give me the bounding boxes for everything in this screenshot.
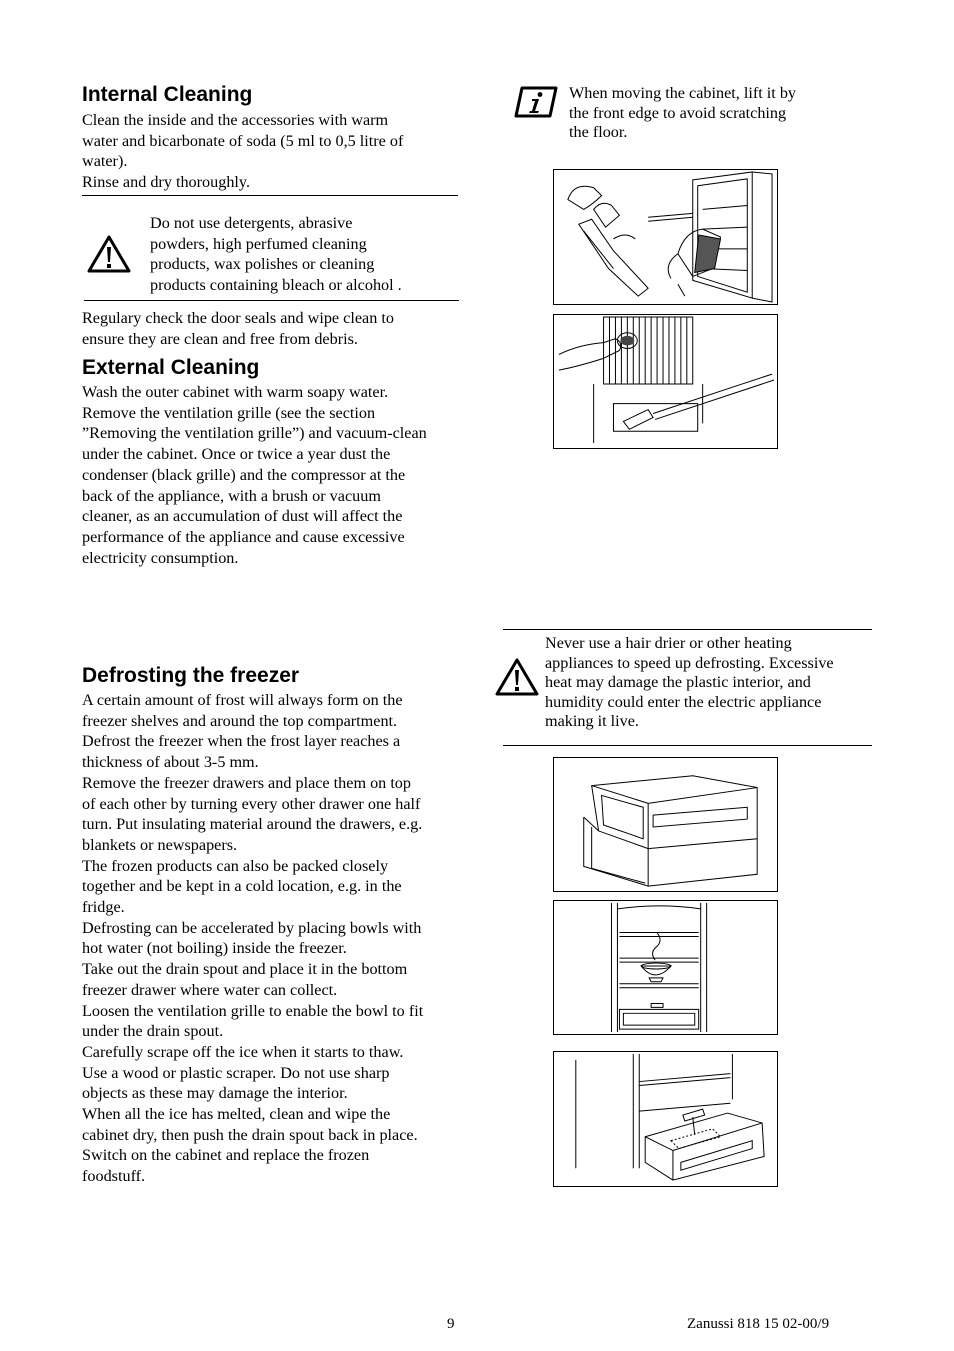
document-id: Zanussi 818 15 02-00/9 (687, 1316, 830, 1332)
text-line: cleaner, as an accumulation of dust will affect the (82, 507, 403, 526)
text-line: fridge. (82, 898, 125, 917)
warning-triangle-icon (495, 658, 539, 696)
text-line: products, wax polishes or cleaning (150, 255, 375, 274)
warning-detergents-text (150, 213, 460, 296)
text-line: of each other by turning every other drawer one half (82, 794, 421, 813)
text-line: heat may damage the plastic interior, and (545, 673, 811, 692)
text-line: freezer shelves and around the top compartment. (82, 711, 398, 730)
text-line: Carefully scrape off the ice when it starts to thaw. (82, 1042, 404, 1061)
defrosting-heading: Defrosting the freezer (82, 664, 300, 687)
door-seals-text (82, 308, 462, 349)
text-line: together and be kept in a cold location, e.g. in the (82, 877, 402, 896)
internal-cleaning-text (82, 110, 462, 193)
text-line: Remove the freezer drawers and place them on top (82, 773, 411, 792)
text-line: under the cabinet. Once or twice a year dust the (82, 445, 391, 464)
drain-drawer-illustration (553, 1051, 778, 1187)
text-line: A certain amount of frost will always form on the (82, 691, 403, 709)
text-line: Wash the outer cabinet with warm soapy water. (82, 383, 389, 401)
text-line: Use a wood or plastic scraper. Do not use sharp (82, 1063, 390, 1082)
text-line: the front edge to avoid scratching (569, 103, 787, 122)
info-moving-text (569, 84, 859, 143)
defrosting-text (82, 690, 466, 1187)
external-cleaning-text (82, 382, 466, 568)
external-cleaning-heading: External Cleaning (82, 356, 260, 379)
text-line: under the drain spout. (82, 1022, 224, 1041)
divider (82, 195, 458, 196)
text-line: back of the appliance, with a brush or vacuum (82, 486, 381, 505)
text-line: blankets or newspapers. (82, 835, 238, 854)
text-line: Loosen the ventilation grille to enable the bowl to fit (82, 1001, 424, 1020)
text-line: appliances to speed up defrosting. Excessive (545, 653, 834, 672)
text-line: products containing bleach or alcohol . (150, 276, 402, 295)
condenser-cleaning-illustration (553, 314, 778, 449)
text-line: electricity consumption. (82, 548, 239, 567)
text-line: ”Removing the ventilation grille”) and vacuum-clean (82, 424, 427, 443)
text-line: hot water (not boiling) inside the freezer. (82, 939, 347, 958)
text-line: Take out the drain spout and place it in the bottom (82, 960, 408, 979)
text-line: Clean the inside and the accessories with warm (82, 111, 389, 129)
text-line: Rinse and dry thoroughly. (82, 173, 250, 192)
text-line: thickness of about 3-5 mm. (82, 753, 259, 772)
warning-heating-text (545, 634, 875, 732)
page-number: 9 (447, 1316, 455, 1332)
text-line: Defrost the freezer when the frost layer reaches a (82, 732, 401, 751)
text-line: humidity could enter the electric appliance (545, 692, 822, 711)
text-line: making it live. (545, 712, 639, 731)
text-line: Do not use detergents, abrasive (150, 214, 353, 232)
interior-cleaning-illustration (553, 169, 778, 305)
text-line: foodstuff. (82, 1167, 146, 1186)
text-line: condenser (black grille) and the compressor at the (82, 465, 406, 484)
stacked-drawers-illustration (553, 757, 778, 892)
text-line: When moving the cabinet, lift it by (569, 84, 797, 102)
text-line: the floor. (569, 123, 628, 141)
text-line: When all the ice has melted, clean and wipe the (82, 1105, 391, 1124)
text-line: water). (82, 152, 128, 171)
text-line: cabinet dry, then push the drain spout back in place. (82, 1125, 418, 1144)
freezer-bowl-illustration (553, 900, 778, 1035)
text-line: freezer drawer where water can collect. (82, 980, 338, 999)
divider (84, 300, 459, 301)
text-line: ensure they are clean and free from debris. (82, 329, 358, 348)
text-line: turn. Put insulating material around the drawers, e.g. (82, 815, 423, 834)
text-line: Defrosting can be accelerated by placing bowls with (82, 918, 422, 937)
text-line: objects as these may damage the interior. (82, 1084, 348, 1103)
info-icon (514, 86, 558, 118)
text-line: water and bicarbonate of soda (5 ml to 0,5 litre of (82, 131, 404, 150)
text-line: The frozen products can also be packed closely (82, 856, 389, 875)
internal-cleaning-heading: Internal Cleaning (82, 83, 253, 106)
divider (503, 745, 872, 746)
text-line: Regulary check the door seals and wipe clean to (82, 309, 394, 327)
text-line: Switch on the cabinet and replace the frozen (82, 1146, 370, 1165)
text-line: powders, high perfumed cleaning (150, 234, 367, 253)
divider (503, 629, 872, 630)
warning-triangle-icon (87, 235, 131, 273)
text-line: Remove the ventilation grille (see the section (82, 403, 376, 422)
text-line: performance of the appliance and cause excessive (82, 527, 405, 546)
text-line: Never use a hair drier or other heating (545, 634, 792, 652)
